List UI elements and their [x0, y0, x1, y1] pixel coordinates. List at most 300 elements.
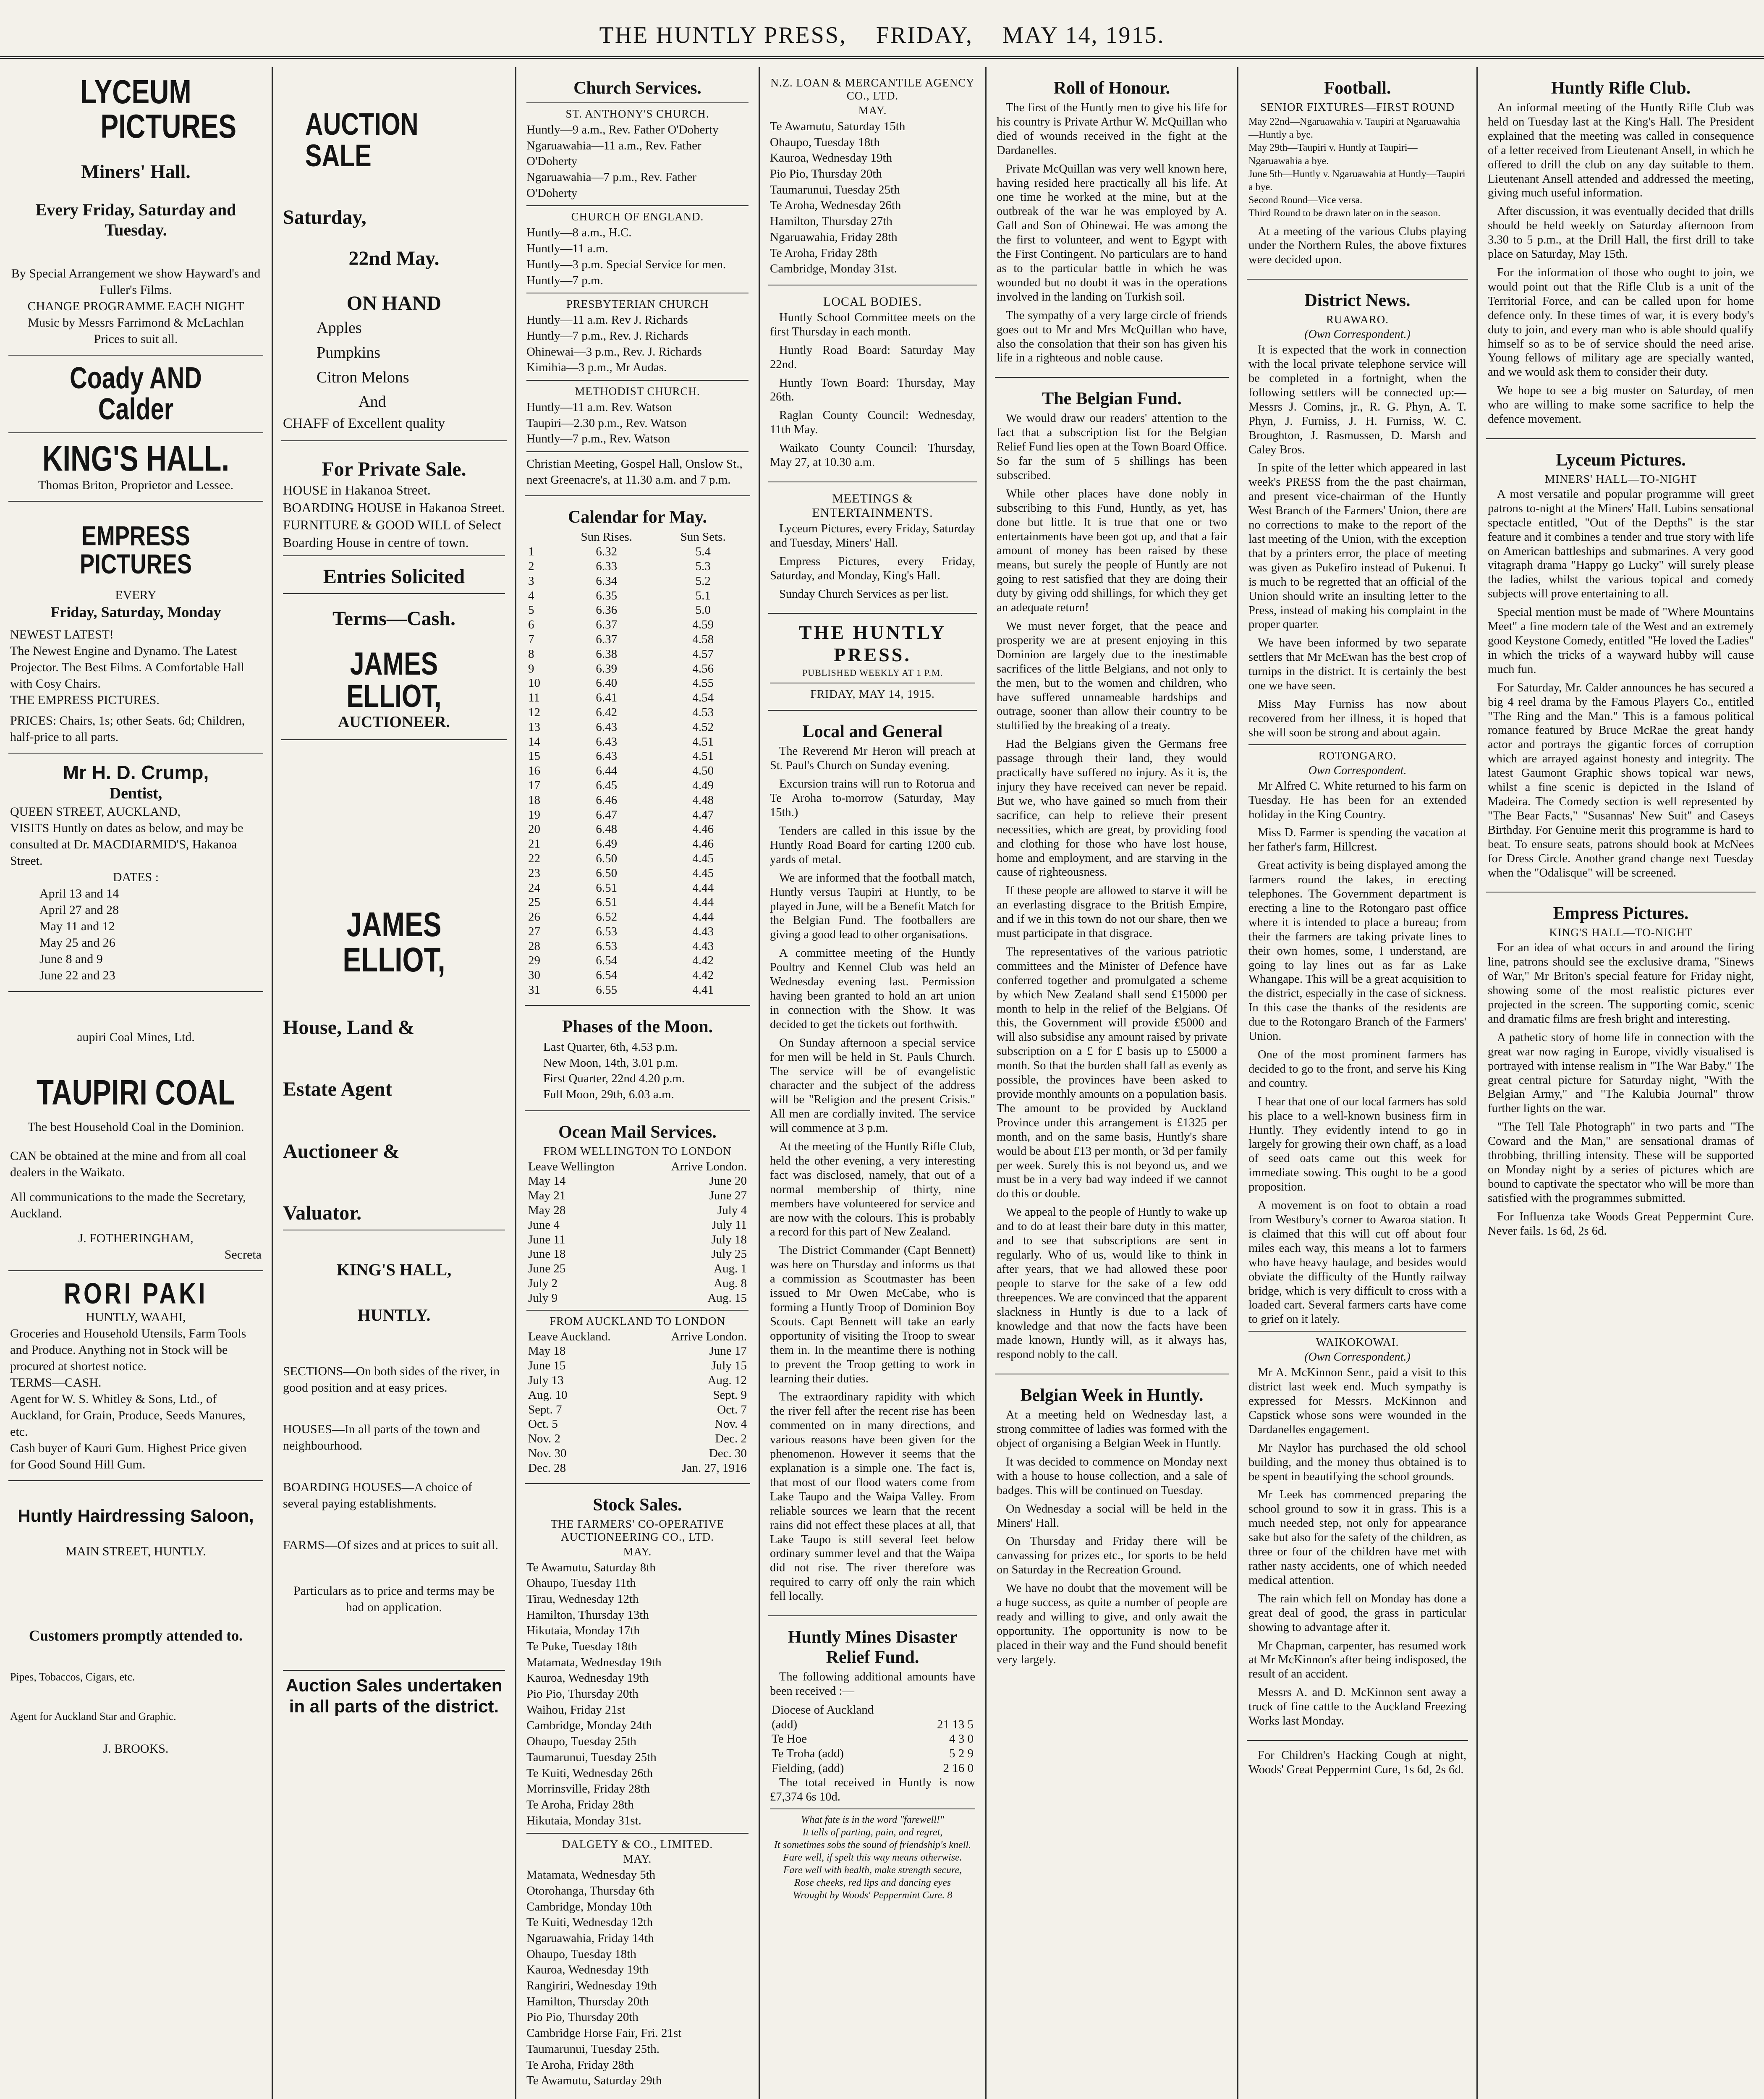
divider	[1248, 1331, 1466, 1332]
ad-name: J. BROOKS.	[103, 1741, 169, 1756]
paragraph: Private McQuillan was very well known here, having resided here practically all his life. At one time he worked at the mine, but at the outbreak of the war he was employed by A. Gall and Son of Ohinewai. He was among the the first to volunteer, and went to Egypt with the First Contingent. No particulars are to hand as to the particular battle in which he was wounded but no doubt it was in the operations involved in the landing on Turkish soil.	[997, 162, 1227, 304]
football	[1247, 67, 1468, 280]
table-row	[526, 939, 749, 954]
calendar	[525, 496, 750, 1006]
table-row	[526, 589, 749, 603]
ad-address: QUEEN STREET, AUCKLAND,	[10, 804, 181, 819]
table-cell: Sept. 9	[713, 1388, 747, 1402]
table-cell: 4.55	[692, 676, 714, 690]
rori-paki-ad	[8, 1271, 263, 1481]
service-item: Huntly—11 a.m.	[526, 242, 608, 256]
table-cell: Aug. 12	[707, 1373, 747, 1387]
col-header: Sun Sets.	[680, 530, 726, 544]
table-cell: 5	[528, 603, 534, 617]
column-6	[1238, 67, 1478, 2099]
elliot-agent-ad	[281, 740, 507, 1725]
ad-title: RORI PAKI	[64, 1277, 208, 1310]
table-row	[526, 1261, 749, 1276]
paragraph: We appeal to the people of Huntly to wake up and to do at least their bare duty in this matter, and to see that subscriptions are sent in regularly. Who of us, would like to think in after years, that we had allowed these poor people to starve for the sake of a few odd threepences. We are convinced that the apparent slackness in Huntly is due to a lack of knowledge and that now the facts have been made known, Huntly will, as it always has, respond nobly to the call.	[997, 1206, 1227, 1361]
table-header-row	[526, 1330, 749, 1344]
table-cell: May 28	[528, 1204, 566, 1217]
table-cell: 4.42	[692, 968, 714, 982]
ad-sub: The best Household Coal in the Dominion.	[27, 1120, 244, 1134]
section-heading: Local and General	[802, 722, 943, 742]
ad-name: THE EMPRESS PICTURES.	[10, 693, 160, 707]
table-cell: 8	[528, 647, 534, 661]
table-cell: 4.54	[692, 691, 714, 705]
ad-title-part: SALE	[305, 138, 372, 173]
article-body	[1248, 1366, 1466, 1728]
dates-list	[10, 885, 262, 984]
column-5	[987, 67, 1238, 2099]
on-hand-list	[283, 316, 505, 415]
article-body	[1248, 779, 1466, 1327]
divider	[526, 1833, 749, 1834]
empress-review	[1486, 892, 1756, 1250]
service-item: Huntly—8 a.m., H.C.	[526, 226, 632, 240]
table-cell: 6.54	[596, 968, 618, 982]
table-cell: June 4	[528, 1218, 560, 1232]
table-cell: 10	[528, 676, 540, 690]
table-cell: 4.41	[692, 983, 714, 997]
sale-item: Hamilton, Thursday 27th	[770, 215, 892, 228]
sale-item: Hikutaia, Monday 31st.	[526, 1814, 641, 1827]
ad-venue: Miners' Hall.	[81, 161, 191, 183]
ad-music: Music by Messrs Farrimond & McLachlan	[28, 316, 244, 330]
nameplate-sub: PUBLISHED WEEKLY AT 1 P.M.	[802, 667, 943, 678]
sale-list	[526, 1867, 749, 2089]
list-item: Empress Pictures, every Friday, Saturday, and Monday, King's Hall.	[770, 555, 975, 582]
sale-item: Te Aroha, Friday 28th	[526, 1798, 634, 1811]
table-cell: Aug. 8	[714, 1277, 747, 1290]
table-row	[526, 1276, 749, 1291]
paragraph: The rain which fell on Monday has done a great deal of good, the grass in particular showing to advantage after it.	[1248, 1592, 1466, 1634]
sale-item: Ohaupo, Tuesday 11th	[526, 1576, 636, 1590]
local-and-general	[768, 711, 977, 1616]
table-cell: Aug. 10	[528, 1388, 568, 1402]
poem-line: Fare well with health, make strength secure,	[783, 1864, 962, 1876]
church-services	[525, 67, 750, 496]
ad-title: Huntly Hairdressing Saloon,	[18, 1505, 254, 1526]
district-news	[1247, 280, 1468, 1741]
poem-line: It tells of parting, pain, and regret,	[802, 1827, 943, 1838]
paragraph: Mr Alfred C. White returned to his farm on Tuesday. He has been for an extended holiday in the King Country.	[1248, 779, 1466, 821]
table-row	[526, 735, 749, 749]
ad-body: VISITS Huntly on dates as below, and may be consulted at Dr. MACDIARMID'S, Hakanoa Street.	[10, 821, 243, 868]
sale-item: Taumarunui, Tuesday 25th	[770, 183, 900, 196]
table-cell: 6.36	[596, 603, 618, 617]
ad-prices: Prices to suit all.	[94, 332, 178, 346]
auctioneer-role: AUCTIONEER.	[338, 713, 450, 731]
poem-line: Fare well, if spelt this way means otherwise.	[783, 1852, 962, 1863]
phase-item: Full Moon, 29th, 6.03 a.m.	[543, 1087, 674, 1101]
table-cell: 3	[528, 574, 534, 588]
meetings-list	[770, 522, 975, 602]
paragraph: For Saturday, Mr. Calder announces he has secured a big 4 reel drama by the Famous Players Co., entitled "The Ring and the Man." This is a famous political romance featured by Bruce McRae the great handy actor and portrays the gigantic forces of corruption which are arrayed against honesty and integrity. The latest Gaumont Graphic shows topical war news, whilst a fine scenic is depicted in the Island of Madeira. The Comedy section is well represented by "The Bear Facts," "Susannas' New Suit" and Caseys Birthday. For Genuine merit this programme is hard to beat. To ensure seats, patrons should book at McNees for Dress Circle. Another grand change next Tuesday when the "Odalisque" will be screened.	[1488, 681, 1754, 879]
table-cell: (add)	[772, 1717, 798, 1731]
church-name: PRESBYTERIAN CHURCH	[566, 298, 709, 311]
section-heading: Belgian Week in Huntly.	[1020, 1386, 1204, 1405]
divider	[526, 102, 749, 103]
lyceum-ad	[8, 67, 263, 356]
table-cell: 4.43	[692, 939, 714, 953]
table-cell: 5 2 9	[949, 1747, 974, 1761]
table-row	[526, 910, 749, 924]
table-cell: 6.51	[596, 881, 618, 895]
sale-item: Te Kuiti, Wednesday 12th	[526, 1916, 653, 1929]
table-row	[526, 1388, 749, 1403]
table-row	[526, 924, 749, 939]
paragraph: The extraordinary rapidity with which the river fell after the recent rise has been commented on in many directions, and various reasons have been given for the phenomenon. However it seems that the explanation is a simple one. The fact is, that most of our flood waters come from Lake Taupo and the Waipa Valley. From reliable sources we learn that the recent rains did not effect these places at all, that Lake Taupo is still several feet below ordinary summer level and that the Waipa did not rise. The river therefore was required to carry off only the rain which fell locally.	[770, 1390, 975, 1603]
sale-item: Te Aroha, Friday 28th	[526, 2058, 634, 2072]
table-row	[526, 793, 749, 808]
meetings	[768, 482, 977, 614]
table-cell: June 17	[709, 1344, 747, 1358]
paragraph: The following additional amounts have been received :—	[770, 1670, 975, 1698]
table-cell: 30	[528, 968, 540, 982]
table-cell: 6.54	[596, 954, 618, 968]
sale-item: Waihou, Friday 21st	[526, 1703, 626, 1717]
month: MAY.	[858, 104, 887, 117]
table-row	[770, 1717, 975, 1732]
particulars-line: Particulars as to price and terms may be had on application.	[293, 1583, 495, 1614]
company-name: DALGETY & CO., LIMITED.	[562, 1838, 713, 1851]
table-row	[526, 632, 749, 647]
table-cell: 6.50	[596, 866, 618, 880]
table-cell: 25	[528, 895, 540, 909]
paragraph: At the meeting of the Huntly Rifle Club, held the other evening, a very interesting fact was disclosed, namely, that out of a normal membership of thirty, nine members have volunteered for service and are now with the colours. This is probably a record for this part of New Zealand.	[770, 1140, 975, 1239]
table-cell: Nov. 30	[528, 1446, 567, 1460]
paragraph: Mr Chapman, carpenter, has resumed work at Mr McKinnon's after being indisposed, the result of an accident.	[1248, 1639, 1466, 1681]
table-cell: 4.44	[692, 881, 714, 895]
sale-day: Saturday,	[283, 206, 366, 228]
auction-sale-ad	[281, 67, 507, 441]
list-item: Waikato County Council: Thursday, May 27, at 10.30 a.m.	[770, 442, 975, 469]
col-header: Leave Wellington	[528, 1159, 615, 1173]
list-item: Raglan County Council: Wednesday, 11th May.	[770, 409, 975, 437]
ad-title: For Private Sale.	[322, 458, 466, 481]
calendar-table	[526, 530, 749, 997]
paragraph: A most versatile and popular programme will greet patrons to-night at the Miners' Hall. Lubins sensational spectacle entitled, "Out of the Depths" is the star feature and it combines a tender and true story with life on American battleships and submarines. A very good vitagraph drama "Happy go Lucky" will surely please the ladies, whilst the various topical and comedy subjects will prove entertaining to all.	[1488, 487, 1754, 601]
table-cell: 6	[528, 618, 534, 632]
month: MAY.	[623, 1545, 652, 1558]
table-cell: 17	[528, 778, 540, 792]
issue-date: MAY 14, 1915.	[1002, 22, 1165, 48]
poem	[770, 1814, 975, 1902]
table-cell: July 4	[717, 1204, 747, 1217]
col-header: Arrive London.	[671, 1330, 747, 1343]
ad-sub: Thomas Briton, Proprietor and Lessee.	[38, 478, 233, 492]
sections-line: SECTIONS—On both sides of the river, in good position and at easy prices.	[283, 1364, 500, 1395]
table-cell: 4.42	[692, 954, 714, 968]
table-cell: 21	[528, 837, 540, 851]
paragraph: One of the most prominent farmers has decided to go to the front, and serve his King and country.	[1248, 1048, 1466, 1090]
table-row	[526, 1403, 749, 1417]
article-body	[997, 411, 1227, 1362]
divider	[526, 451, 749, 452]
sale-item: Cambridge, Monday 24th	[526, 1719, 652, 1733]
service-item: Huntly—7 p.m., Rev. J. Richards	[526, 329, 688, 343]
table-cell: 6.42	[596, 705, 618, 719]
sub-heading: KING'S HALL—TO-NIGHT	[1549, 926, 1693, 939]
table-cell: June 20	[709, 1174, 747, 1188]
table-cell: June 25	[528, 1262, 566, 1276]
table-row	[526, 953, 749, 968]
table-row	[526, 822, 749, 837]
table-cell: 6.51	[596, 895, 618, 909]
section-heading: District News.	[1304, 291, 1411, 311]
sale-item: Matamata, Wednesday 19th	[526, 1655, 662, 1669]
poem-line: What fate is in the word "farewell!"	[801, 1814, 944, 1825]
paragraph: For an idea of what occurs in and around the firing line, patrons should see the exclusive drama, "Sinews of War," Mr Briton's special feature for Friday night, showing some of the most realistic pictures ever projected in the screen. The supporting comic, scenic and dramatic films are fresh bright and interesting.	[1488, 941, 1754, 1026]
ad-title-part: AUCTION	[305, 107, 419, 141]
table-cell: 31	[528, 983, 540, 997]
table-cell: May 14	[528, 1174, 566, 1188]
table-row	[526, 1461, 749, 1476]
mail-services	[525, 1111, 750, 1484]
table-cell: May 18	[528, 1344, 566, 1358]
ad-title: Mr H. D. Crump,	[63, 761, 209, 783]
section-heading: Football.	[1324, 79, 1391, 98]
paragraph: On Sunday afternoon a special service for men will be held in St. Pauls Church. The service will be of evangelistic character and the subject of the address will be "Religion and the present Crisis." All men are cordially invited. The service will commence at 3 p.m.	[770, 1036, 975, 1135]
article-body	[997, 101, 1227, 365]
company-name: THE FARMERS' CO-OPERATIVE AUCTIONEERING CO., LTD.	[550, 1517, 725, 1543]
section-heading: LOCAL BODIES.	[823, 294, 922, 309]
table-row	[526, 1417, 749, 1432]
table-cell: Dec. 2	[715, 1432, 747, 1446]
paragraph: Special mention must be made of "Where Mountains Meet" a fine modern tale of the West and an extremely good Keystone Comedy, entitled "He loved the Ladies" in which the tricks of a wayward hubby will cause much fun.	[1488, 606, 1754, 676]
paper-title: THE HUNTLY PRESS,	[599, 22, 847, 48]
table-cell: 6.46	[596, 793, 618, 807]
table-cell: Te Hoe	[772, 1732, 807, 1746]
list-item: Huntly Town Board: Thursday, May 26th.	[770, 376, 975, 404]
service-line: Valuator.	[283, 1202, 362, 1225]
table-cell: 4	[528, 589, 534, 602]
paragraph: At a meeting of the various Clubs playing under the Northern Rules, the above fixtures were decided upon.	[1248, 225, 1466, 267]
table-row	[526, 1218, 749, 1233]
table-row	[526, 1203, 749, 1218]
article-body	[770, 744, 975, 1604]
fixture-item: June 5th—Huntly v. Ngaruawahia at Huntly—Taupiri a bye.	[1248, 168, 1466, 193]
phase-item: Last Quarter, 6th, 4.53 p.m.	[543, 1040, 678, 1054]
table-row	[526, 1188, 749, 1203]
sale-item: Ohaupo, Tuesday 18th	[770, 135, 880, 149]
table-row	[526, 705, 749, 720]
table-cell: 6.37	[596, 632, 618, 646]
fixture-item: May 22nd—Ngaruawahia v. Taupiri at Ngaruawahia—Huntly a bye.	[1248, 116, 1460, 141]
table-cell: 4.45	[692, 851, 714, 865]
table-cell: Nov. 4	[714, 1417, 747, 1431]
table-cell	[919, 1703, 975, 1717]
auctioneer-name: JAMES ELLIOT,	[346, 646, 442, 714]
table-row	[770, 1746, 975, 1761]
section-heading: MEETINGS & ENTERTAINMENTS.	[812, 491, 933, 520]
paragraph: Mr Leek has commenced preparing the school ground to sow it in grass. This is a much needed step, not only for appearance sake but also for the safety of the children, as three or four of the children have met with rather nasty accidents, one of which needed medical attention.	[1248, 1488, 1466, 1587]
table-cell: 6.44	[596, 764, 618, 778]
table-cell: 6.38	[596, 647, 618, 661]
company-name: aupiri Coal Mines, Ltd.	[77, 1030, 195, 1044]
ad-body: The Newest Engine and Dynamo. The Latest Projector. The Best Films. A Comfortable Hall with Cosy Chairs.	[10, 644, 244, 691]
date-item: June 22 and 23	[39, 968, 115, 982]
service-item: Huntly—7 p.m., Rev. Watson	[526, 432, 670, 446]
table-cell: 5.3	[695, 559, 711, 573]
paragraph: Had the Belgians given the Germans free passage through their land, they would practically have suffered no injury. As it is, the injury they have received can never be repaid. But we, who have gained so much from their sacrifice, can help to relieve their present necessities, which are great, by providing food and clothing for those who have lost house, home and employment, and are starving in the cause of righteousness.	[997, 738, 1227, 879]
service-item: Huntly—3 p.m. Special Service for men.	[526, 257, 726, 271]
ad-agent: Agent for W. S. Whitley & Sons, Ltd., of Auckland, for Grain, Produce, Seeds Manures, etc.	[10, 1392, 246, 1439]
on-hand-item: Apples	[317, 319, 362, 337]
ad-newest: NEWEST LATEST!	[10, 627, 114, 641]
ad-body: CAN be obtained at the mine and from all coal dealers in the Waikato.	[10, 1149, 246, 1180]
section-heading: Calendar for May.	[568, 508, 707, 527]
loan-company	[768, 67, 977, 285]
ad-location: HUNTLY, WAAHI,	[86, 1310, 186, 1324]
table-cell: Oct. 7	[717, 1403, 747, 1416]
table-cell: July 2	[528, 1277, 558, 1290]
ad-cash: Cash buyer of Kauri Gum. Highest Price given for Good Sound Hill Gum.	[10, 1441, 247, 1471]
table-row	[526, 808, 749, 822]
table-row	[526, 1291, 749, 1306]
table-cell: July 13	[528, 1373, 564, 1387]
table-cell: 1	[528, 545, 534, 559]
paragraph: We are informed that the football match, Huntly versus Taupiri at Huntly, to be played in June, will be a Benefit Match for the Belgian Fund. The footballers are giving a good lead to other organisations.	[770, 871, 975, 942]
col-header: Leave Auckland.	[528, 1330, 611, 1343]
article-body	[997, 1408, 1227, 1667]
paragraph: If these people are allowed to starve it will be an everlasting disgrace to the British Empire, and if we in this town do not our share, then we must participate in that disgrace.	[997, 884, 1227, 940]
divider	[770, 1808, 975, 1809]
byline: (Own Correspondent.)	[1304, 1350, 1411, 1364]
paragraph: We hope to see a big muster on Saturday, of men who are willing to make some sacrifice to help the defence movement.	[1488, 384, 1754, 426]
church-name: METHODIST CHURCH.	[575, 385, 700, 398]
table-cell: Jan. 27, 1916	[682, 1461, 747, 1475]
table-cell: 4.48	[692, 793, 714, 807]
table-cell: 4.57	[692, 647, 714, 661]
sale-item: Te Puke, Tuesday 18th	[526, 1640, 637, 1653]
divider	[526, 380, 749, 381]
table-cell: 22	[528, 851, 540, 865]
table-cell: 2 16 0	[943, 1761, 974, 1775]
column-2	[273, 67, 516, 2099]
date-item: May 25 and 26	[39, 935, 115, 950]
table-cell: 23	[528, 866, 540, 880]
ad-title: PICTURES	[100, 107, 237, 145]
table-row	[526, 603, 749, 618]
ad-address: MAIN STREET, HUNTLY.	[65, 1544, 206, 1558]
table-cell: 6.34	[596, 574, 618, 588]
paragraph: We would draw our readers' attention to the fact that a subscription list for the Belgian Relief Fund lies open at the Town Board Office. So far the sum of 5 shillings has been subscribed.	[997, 412, 1227, 482]
sale-item: Te Awamutu, Saturday 15th	[770, 120, 906, 133]
table-cell: Fielding, (add)	[772, 1761, 844, 1775]
fixture-item: Third Round to be drawn later on in the season.	[1248, 208, 1441, 219]
table-row	[526, 1432, 749, 1446]
cough-ad	[1247, 1741, 1468, 1789]
table-cell: July 18	[711, 1233, 747, 1246]
footer-line: Auction Sales undertaken in all parts of the district.	[285, 1675, 503, 1717]
divider	[526, 1310, 749, 1311]
month: MAY.	[623, 1853, 652, 1866]
fund-table	[770, 1703, 975, 1776]
table-row	[526, 1373, 749, 1388]
sale-item: Ngaruawahia, Friday 14th	[526, 1931, 654, 1945]
section-heading: Church Services.	[573, 79, 701, 98]
table-row	[526, 749, 749, 764]
paragraph: At a meeting held on Wednesday last, a strong committee of ladies was formed with the object of organising a Belgian Week in Huntly.	[997, 1408, 1227, 1450]
sale-item: Pio Pio, Thursday 20th	[526, 1687, 639, 1701]
table-cell: 5.1	[695, 589, 711, 602]
table-row	[526, 881, 749, 895]
table-row	[526, 1174, 749, 1188]
table-row	[526, 662, 749, 676]
table-cell: 9	[528, 662, 534, 675]
table-cell: 26	[528, 910, 540, 924]
service-item: Ngaruawahia—11 a.m., Rev. Father O'Doherty	[526, 139, 701, 168]
sale-item: Te Kuiti, Wednesday 26th	[526, 1766, 653, 1780]
on-hand-item: And	[359, 393, 386, 411]
table-cell: Nov. 2	[528, 1432, 561, 1446]
table-cell: July 25	[711, 1247, 747, 1261]
ad-customers: Customers promptly attended to.	[29, 1627, 243, 1644]
section-heading: The Belgian Fund.	[1042, 389, 1182, 409]
mail-body	[526, 1344, 749, 1475]
table-cell: 4.53	[692, 705, 714, 719]
table-row	[770, 1732, 975, 1746]
table-cell: 6.53	[596, 939, 618, 953]
sale-item: Te Awamutu, Saturday 8th	[526, 1560, 656, 1574]
table-cell: 2	[528, 559, 534, 573]
table-cell: 4.44	[692, 895, 714, 909]
ad-terms: TERMS—CASH.	[10, 1375, 102, 1390]
paragraph: It was decided to commence on Monday next with a house to house collection, and a sale of badges. This will be continued on Tuesday.	[997, 1455, 1227, 1497]
divider	[526, 205, 749, 206]
byline: (Own Correspondent.)	[1304, 328, 1411, 341]
list-item: Huntly Road Board: Saturday May 22nd.	[770, 343, 975, 371]
issue-day: FRIDAY,	[876, 22, 973, 48]
service-item: Kimihia—3 p.m., Mr Audas.	[526, 361, 667, 374]
column-1	[0, 67, 273, 2099]
table-row	[770, 1761, 975, 1776]
divider	[283, 593, 505, 594]
service-line: Estate Agent	[283, 1078, 392, 1101]
paragraph: In spite of the letter which appeared in last week's PRESS from the the past chairman, and present vice-chairman of the Huntly West Branch of the Farmers' Union, there are no corrections to make to the report of the last meeting of the Union, with the exception that by a printers error, the place of meeting was given as Pukefiro instead of Pukenui. It is much to be regretted that an official of the Union should write an insulting letter to the Press, instead of making his complaint in the proper quarter.	[1248, 461, 1466, 631]
table-cell: 7	[528, 632, 534, 646]
sale-item: HOUSE in Hakanoa Street.	[283, 482, 431, 498]
table-cell: 4.46	[692, 822, 714, 836]
byline: Own Correspondent.	[1308, 764, 1407, 777]
table-cell: 4.44	[692, 910, 714, 924]
table-row	[526, 1344, 749, 1358]
ad-days: Every Friday, Saturday and Tuesday.	[35, 200, 236, 240]
route-heading: FROM WELLINGTON TO LONDON	[543, 1144, 732, 1157]
list-item: Huntly School Committee meets on the first Thursday in each month.	[770, 311, 975, 338]
table-cell: 21 13 5	[937, 1717, 974, 1731]
press-nameplate	[768, 614, 977, 711]
chaff-line: CHAFF of Excellent quality	[283, 416, 445, 432]
table-cell: 29	[528, 954, 540, 968]
sale-item: Matamata, Wednesday 5th	[526, 1868, 656, 1882]
table-row	[526, 1358, 749, 1373]
table-cell: May 21	[528, 1189, 566, 1203]
ad-title: LYCEUM	[80, 73, 191, 110]
poem-line: Wrought by Woods' Peppermint Cure. 8	[793, 1890, 953, 1901]
table-row	[526, 1446, 749, 1461]
section-heading: Roll of Honour.	[1053, 79, 1170, 98]
table-cell: 4.50	[692, 764, 714, 778]
section-heading: Huntly Mines Disaster Relief Fund.	[788, 1628, 958, 1667]
table-cell: 4.45	[692, 866, 714, 880]
table-cell: 6.35	[596, 589, 618, 602]
table-row	[526, 691, 749, 705]
belgian-week	[995, 1374, 1229, 1678]
table-cell: 4.47	[692, 808, 714, 822]
